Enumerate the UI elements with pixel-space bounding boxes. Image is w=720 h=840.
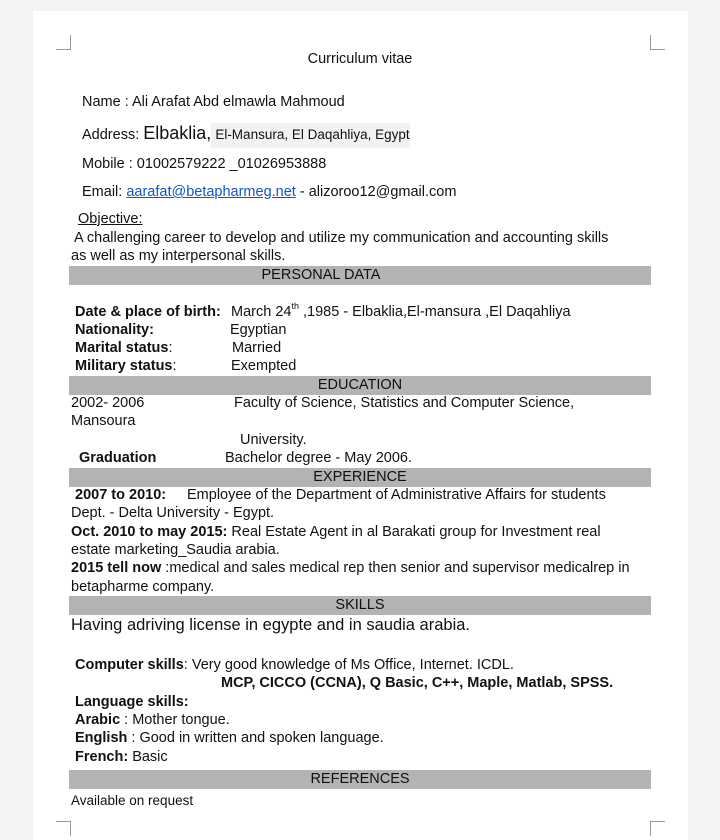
graduation-value: Bachelor degree - May 2006.	[225, 450, 412, 466]
language-french: French: Basic	[75, 749, 168, 765]
dob-value: March 24th ,1985 - Elbaklia,El-mansura ,El Daqahliya	[231, 301, 571, 320]
objective-line-2: as well as my interpersonal skills.	[71, 248, 286, 264]
address-city: Elbaklia,	[143, 123, 212, 143]
computer-skills-line-1: Computer skills: Very good knowledge of Ms Office, Internet. ICDL.	[75, 657, 514, 673]
military-label: Military status:	[75, 358, 177, 374]
education-university: University.	[240, 432, 307, 448]
mobile-line: Mobile : 01002579222 _01026953888	[82, 156, 327, 172]
military-value: Exempted	[231, 358, 297, 374]
computer-skills-line-2: MCP, CICCO (CCNA), Q Basic, C++, Maple, Matlab, SPSS.	[221, 675, 614, 691]
graduation-label: Graduation	[79, 450, 157, 466]
crop-mark-bottom-left	[56, 821, 71, 836]
section-bar-references	[69, 770, 651, 789]
experience-1-date: 2007 to 2010:	[75, 487, 167, 503]
crop-mark-top-left	[56, 35, 71, 50]
document-title: Curriculum vitae	[307, 51, 413, 67]
language-english: English : Good in written and spoken language.	[75, 730, 384, 746]
marital-label: Marital status:	[75, 340, 173, 356]
objective-heading: Objective:	[78, 211, 143, 227]
education-city: Mansoura	[71, 413, 136, 429]
experience-2-line-1: Oct. 2010 to may 2015: Real Estate Agent in al Barakati group for Investment real	[71, 524, 601, 540]
email-alt: - alizoroo12@gmail.com	[299, 184, 457, 200]
experience-2-line-2: estate marketing_Saudia arabia.	[71, 542, 280, 558]
crop-mark-top-right	[650, 35, 665, 50]
address-label: Address:	[82, 127, 140, 143]
experience-1-line-1: Employee of the Department of Administrative Affairs for students	[187, 487, 606, 503]
education-faculty: Faculty of Science, Statistics and Computer Science,	[234, 395, 575, 411]
crop-mark-bottom-right	[650, 821, 665, 836]
address-line	[82, 124, 410, 144]
email-link[interactable]: aarafat@betapharmeg.net	[126, 184, 296, 200]
language-skills-heading: Language skills:	[75, 694, 189, 710]
section-title-skills: SKILLS	[335, 597, 385, 613]
section-title-personal-data: PERSONAL DATA	[261, 267, 381, 283]
section-title-references: REFERENCES	[310, 771, 410, 787]
address-rest: El-Mansura, El Daqahliya, Egypt	[211, 123, 409, 148]
section-bar-personal-data	[69, 266, 651, 285]
email-label: Email:	[82, 184, 123, 200]
experience-3-line-1: 2015 tell now :medical and sales medical rep then senior and supervisor medicalrep in	[71, 560, 630, 576]
dob-label: Date & place of birth:	[75, 304, 221, 320]
experience-3-line-2: betapharme company.	[71, 579, 215, 595]
section-bar-education	[69, 376, 651, 395]
section-title-experience: EXPERIENCE	[313, 469, 407, 485]
nationality-value: Egyptian	[230, 322, 287, 338]
nationality-label: Nationality:	[75, 322, 154, 338]
objective-line-1: A challenging career to develop and utilize my communication and accounting skills	[74, 230, 609, 246]
experience-1-line-2: Dept. - Delta University - Egypt.	[71, 505, 275, 521]
references-text: Available on request	[71, 793, 194, 808]
section-bar-skills	[69, 596, 651, 615]
name-line: Name : Ali Arafat Abd elmawla Mahmoud	[82, 94, 345, 110]
email-line	[82, 183, 456, 201]
section-title-education: EDUCATION	[317, 377, 403, 393]
language-arabic: Arabic : Mother tongue.	[75, 712, 230, 728]
marital-value: Married	[232, 340, 282, 356]
driving-license: Having adriving license in egypte and in saudia arabia.	[71, 616, 471, 634]
section-bar-experience	[69, 468, 651, 487]
education-years: 2002- 2006	[71, 395, 145, 411]
